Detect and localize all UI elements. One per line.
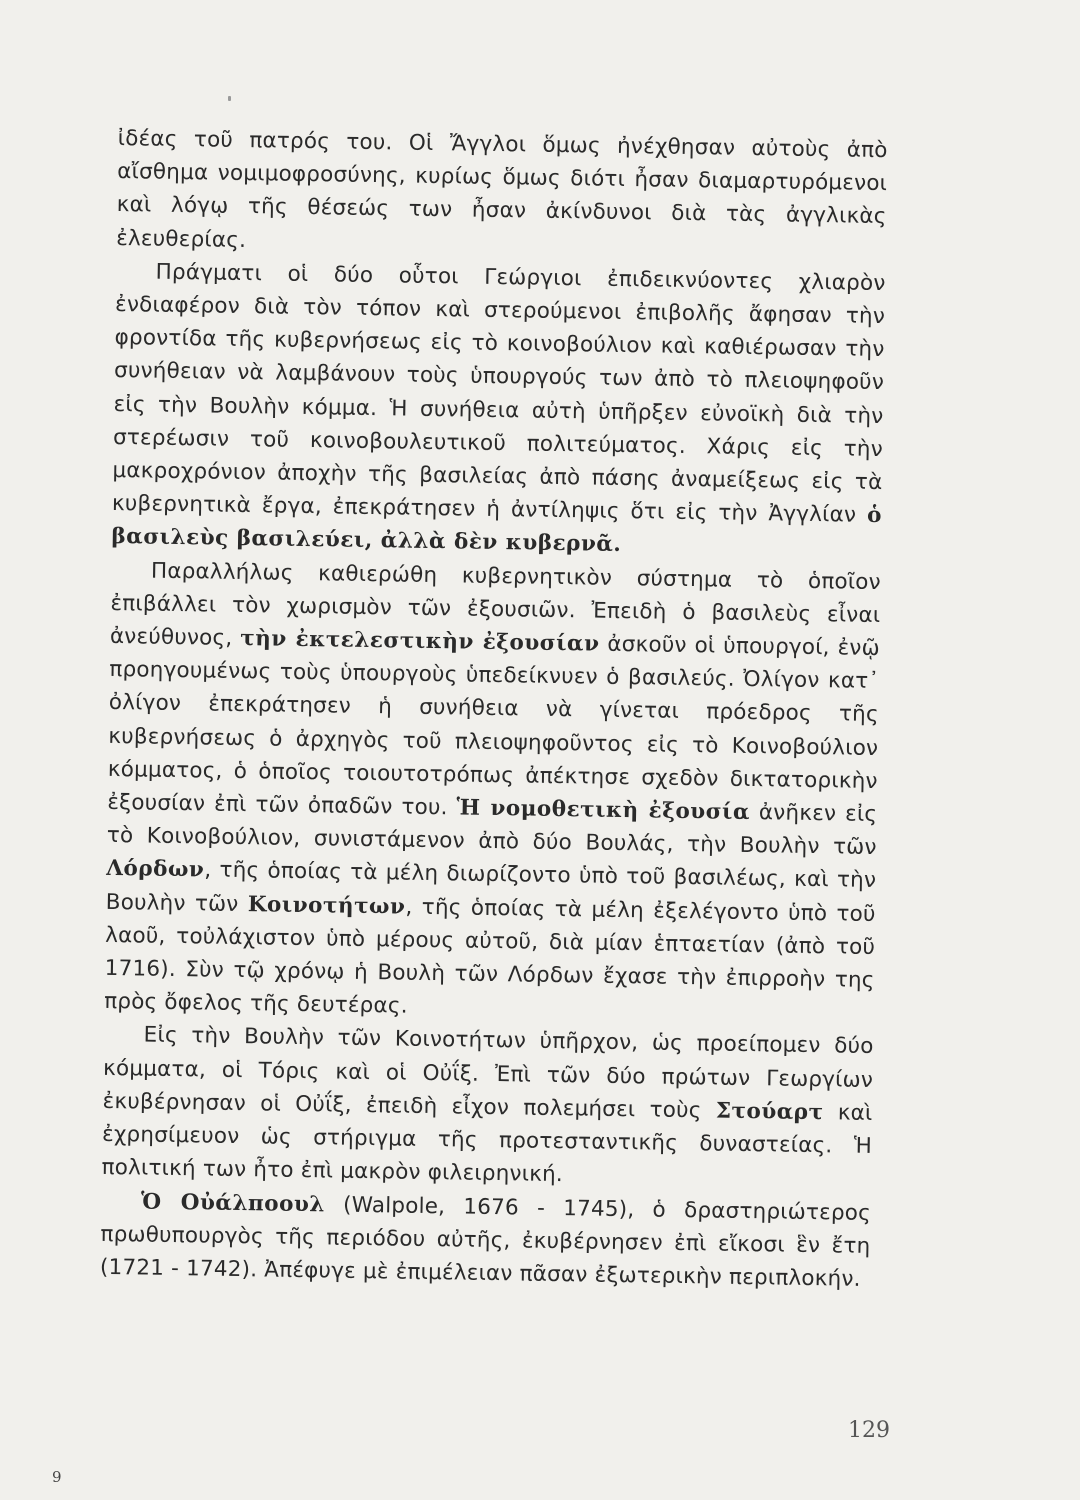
emphasized-text: τὴν ἐκτελεστικὴν ἐξουσίαν (240, 626, 600, 657)
emphasized-text: Στούαρτ (715, 1098, 824, 1126)
signature-mark: 9 (52, 1468, 62, 1486)
emphasized-text: Κοινοτήτων (247, 891, 406, 920)
paragraph (111, 255, 886, 566)
paragraph-text: , τῆς ὁποίας τὰ μέλη διωρίζοντο ὑπὸ τοῦ βασιλέως, καὶ τὴν Βουλὴν τῶν (105, 857, 877, 917)
paragraph-text: Πράγματι οἱ δύο οὗτοι Γεώργιοι ἐπιδεικνύοντες χλιαρὸν ἐνδιαφέρον διὰ τὸν τόπον καὶ στερούμενοι ἐπιβολῆς ἄφησαν τὴν φροντίδα τῆς κυβερνήσεως εἰς τὸ κοινοβούλιον καὶ καθιέρωσαν τὴν συνήθειαν νὰ λαμβάνουν τοὺς ὑπουργούς των ἀπὸ τὸ πλειοψηφοῦν εἰς τὴν Βουλὴν κόμμα. Ἡ συνήθεια αὐτὴ ὑπῆρξεν εὐνοϊκὴ διὰ τὴν στερέωσιν τοῦ κοινοβουλευτικοῦ πολιτεύματος. Χάρις εἰς τὴν μακροχρόνιον ἀποχὴν τῆς βασιλείας ἀπὸ πάσης ἀναμείξεως εἰς τὰ κυβερνητικὰ ἔργα, ἐπεκράτησεν ἡ ἀντίληψις ὅτι εἰς τὴν Ἀγγλίαν (111, 259, 886, 529)
paragraph (100, 1184, 871, 1296)
paragraph-text: καὶ ἐχρησίμευον ὡς στήριγμα τῆς προτεσταντικῆς δυναστείας. Ἡ πολιτική των ἦτο ἐπὶ μακρὸν φιλειρηνική. (101, 1100, 873, 1188)
emphasized-text: Ἡ νομοθετικὴ ἐξουσία (456, 795, 751, 826)
emphasized-text: ὁ βασιλεὺς βασιλεύει, ἀλλὰ δὲν κυβερνᾶ. (111, 503, 883, 558)
page-number: 129 (848, 1418, 890, 1443)
page-body (100, 122, 888, 1296)
paragraph-text: ἀνῆκεν εἰς τὸ Κοινοβούλιον, συνιστάμενον ἀπὸ δύο Βουλάς, τὴν Βουλὴν τῶν (106, 800, 878, 861)
paragraph-text: , τῆς ὁποίας τὰ μέλη ἐξελέγοντο ὑπὸ τοῦ λαοῦ, τοὐλάχιστον ὑπὸ μέρους αὐτοῦ, διὰ μίαν ἑπταετίαν (ἀπὸ τοῦ 1716). Σὺν τῷ χρόνῳ ἡ Βουλὴ τῶν Λόρδων ἔχασε τὴν ἐπιρροὴν της πρὸς ὄφελος τῆς δευτέρας. (103, 894, 876, 1019)
emphasized-text: Λόρδων (106, 856, 205, 883)
paragraph-text: Παραλλήλως καθιερώθη κυβερνητικὸν σύστημα τὸ ὁποῖον ἐπιβάλλει τὸν χωρισμὸν τῶν ἐξουσιῶν. Ἐπειδὴ ὁ βασιλεὺς εἶναι ἀνεύθυνος, (109, 558, 882, 652)
paragraph (104, 554, 881, 1031)
paragraph-text: Εἰς τὴν Βουλὴν τῶν Κοινοτήτων ὑπῆρχον, ὡς προείπομεν δύο κόμματα, οἱ Τόρις καὶ οἱ Οὐΐξ. Ἐπὶ τῶν δύο πρώτων Γεωργίων ἐκυβέρνησαν οἱ Οὐΐξ, ἐπειδὴ εἶχον πολεμήσει τοὺς (102, 1023, 874, 1124)
paragraph-text: ἰδέας τοῦ πατρός του. Οἱ Ἄγγλοι ὅμως ἠνέχθησαν αὐτοὺς ἀπὸ αἴσθημα νομιμοφροσύνης, κυρίως ὅμως διότι ἦσαν διαμαρτυρόμενοι καὶ λόγῳ τῆς θέσεώς των ἦσαν ἀκίνδυνοι διὰ τὰς ἀγγλικὰς ἐλευθερίας. (115, 125, 888, 253)
paragraph (101, 1018, 874, 1196)
paper-speck (228, 96, 231, 101)
paragraph (116, 122, 888, 267)
paragraph-text: ἀσκοῦν οἱ ὑπουργοί, ἐνῷ προηγουμένως τοὺς ὑπουργοὺς ὑπεδείκνυεν ὁ βασιλεύς. Ὀλίγον κατ᾿ ὀλίγον ἐπεκράτησεν ἡ συνήθεια νὰ γίνεται πρόεδρος τῆς κυβερνήσεως ὁ ἀρχηγὸς τοῦ πλειοψηφοῦντος εἰς τὸ Κοινοβούλιον κόμματος, ὁ ὁποῖος τοιουτοτρόπως ἀπέκτησε σχεδὸν δικτατορικὴν ἐξουσίαν ἐπὶ τῶν ὀπαδῶν του. (107, 631, 881, 821)
emphasized-text: Ὁ Οὐάλποουλ (140, 1188, 326, 1217)
paragraph-text: (Walpole, 1676 - 1745), ὁ δραστηριώτερος πρωθυπουργὸς τῆς περιόδου αὐτῆς, ἐκυβέρνησεν ἐπὶ εἴκοσι ἓν ἔτη (1721 - 1742). Ἀπέφυγε μὲ ἐπιμέλειαν πᾶσαν ἐξωτερικὴν περιπλοκήν. (99, 1191, 872, 1292)
